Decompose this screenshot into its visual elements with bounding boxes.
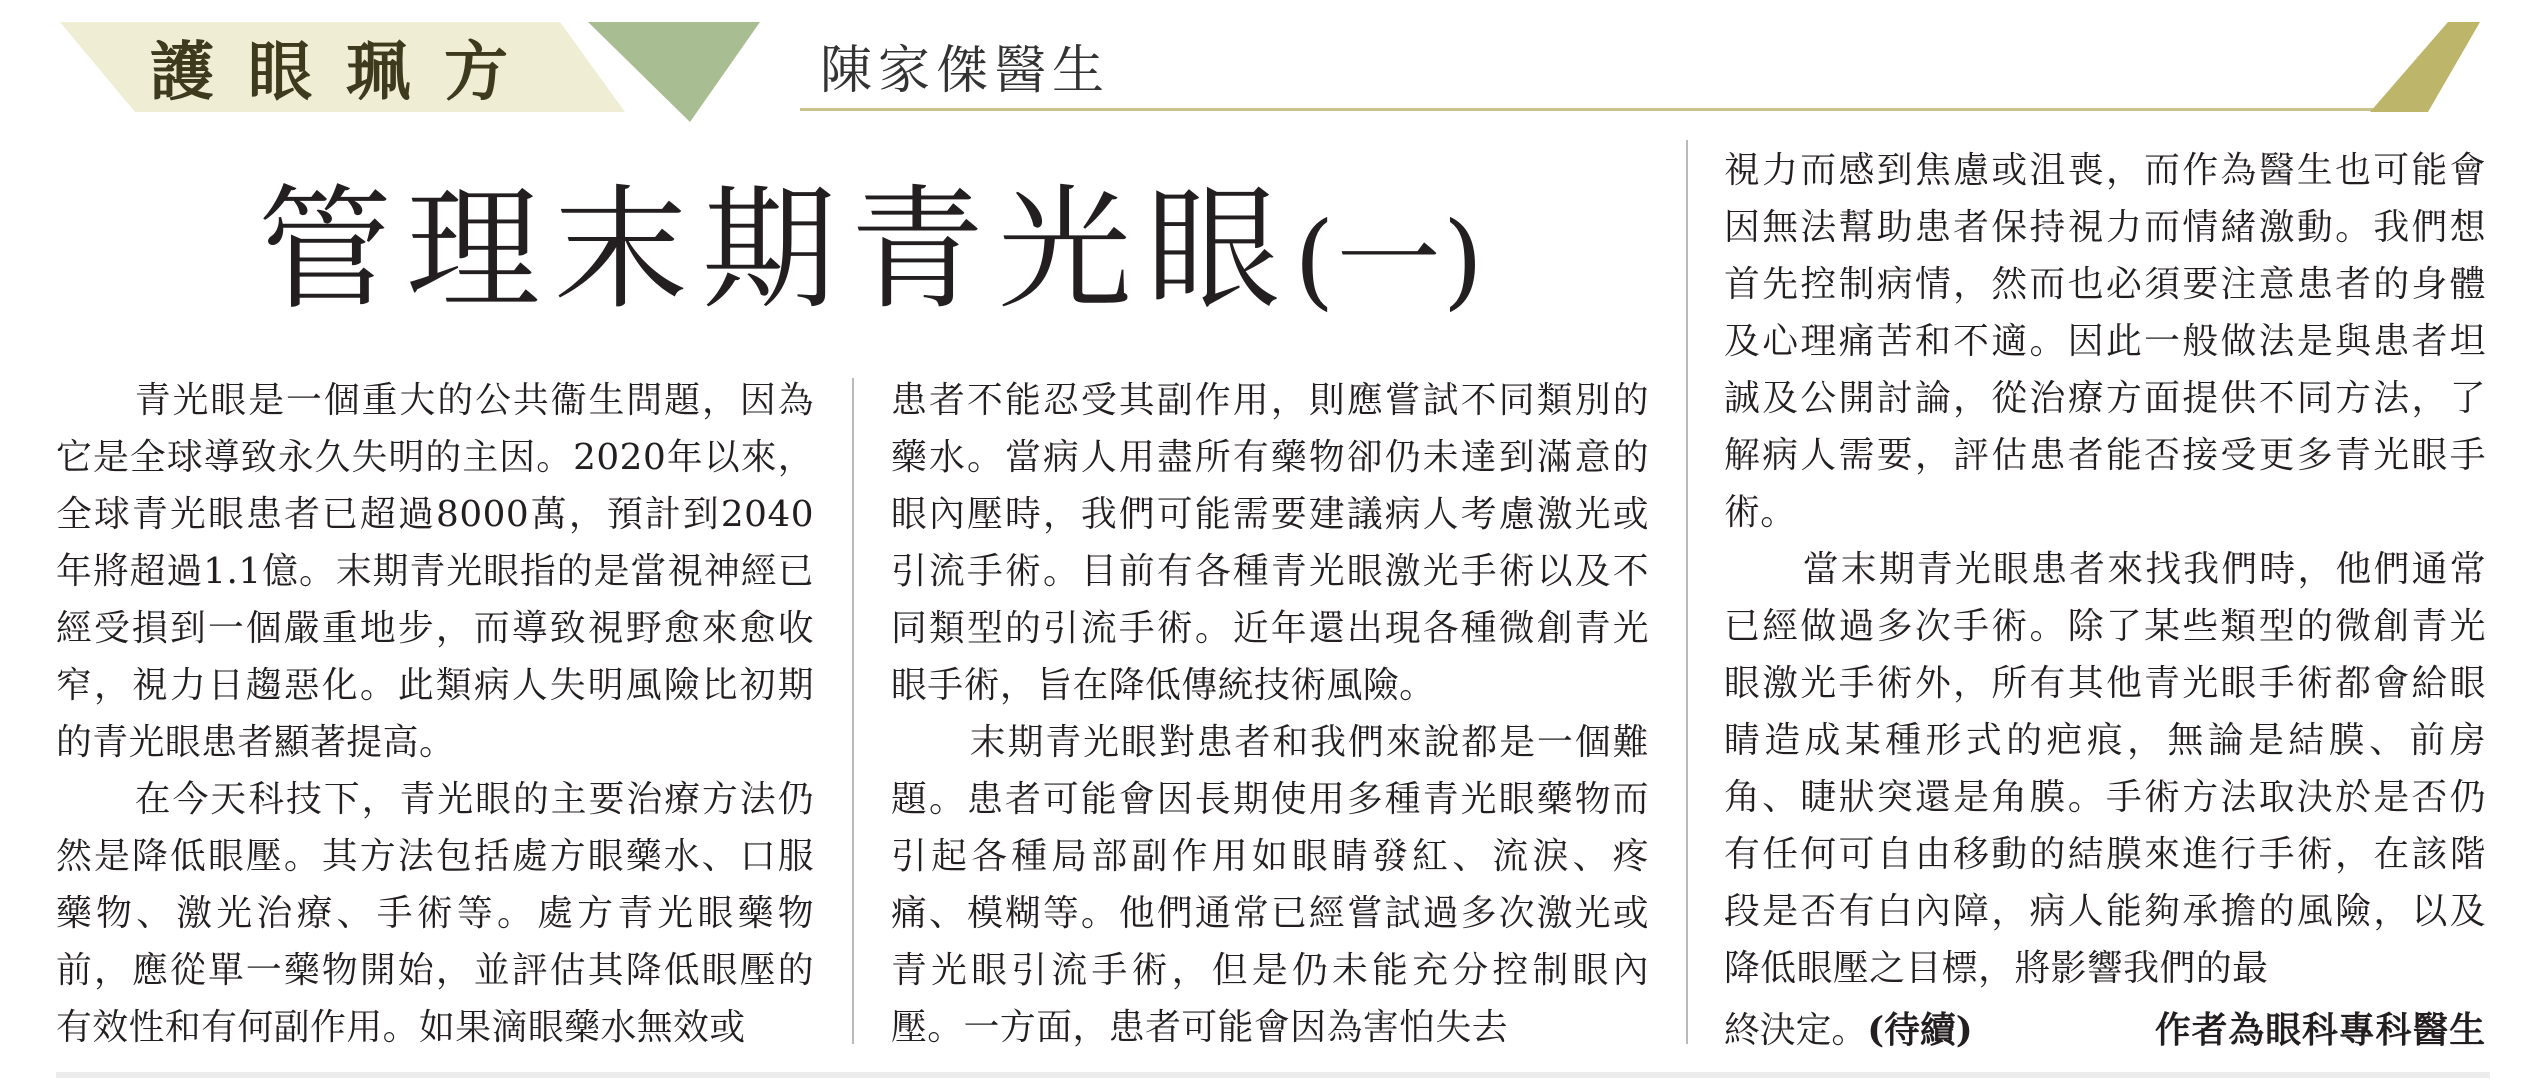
page-bottom-band	[56, 1072, 2490, 1078]
column-title: 護眼珮方	[150, 36, 542, 110]
paragraph: 視力而感到焦慮或沮喪，而作為醫生也可能會因無法幫助患者保持視力而情緒激動。我們想首先控制病情，然而也必須要注意患者的身體及心理痛苦和不適。因此一般做法是與患者坦誠及公開討論，從治療方面提供不同方法，了解病人需要，評估患者能否接受更多青光眼手術。	[1724, 150, 2486, 533]
header-corner-block	[2370, 22, 2480, 112]
article-column-2	[891, 372, 1649, 1052]
author-byline: 陳家傑醫生	[820, 41, 1111, 101]
article-column-1	[56, 372, 814, 1052]
paragraph: 末期青光眼對患者和我們來說都是一個難題。患者可能會因長期使用多種青光眼藥物而引起各種局部副作用如眼睛發紅、流淚、疼痛、模糊等。他們通常已經嘗試過多次激光或青光眼引流手術，但是仍未能充分控制眼內壓。一方面，患者可能會因為害怕失去	[891, 722, 1649, 1048]
article-column-3	[1724, 142, 2486, 1054]
closing-words: 終決定。	[1724, 1010, 1868, 1051]
closing-text	[1724, 1002, 1973, 1059]
to-be-continued: (待續)	[1867, 1009, 1973, 1051]
headline-part-number: (一)	[1294, 199, 1486, 321]
column-divider	[1686, 140, 1688, 1044]
author-note: 作者為眼科專科醫生	[2154, 1009, 2486, 1051]
paragraph: 患者不能忍受其副作用，則應嘗試不同類別的藥水。當病人用盡所有藥物卻仍未達到滿意的眼內壓時，我們可能需要建議病人考慮激光或引流手術。目前有各種青光眼激光手術以及不同類型的引流手術。近年還出現各種微創青光眼手術，旨在降低傳統技術風險。	[891, 380, 1649, 706]
paragraph: 當末期青光眼患者來找我們時，他們通常已經做過多次手術。除了某些類型的微創青光眼激光手術外，所有其他青光眼手術都會給眼睛造成某種形式的疤痕，無論是結膜、前房角、睫狀突還是角膜。手術方法取決於是否仍有任何可自由移動的結膜來進行手術，在該階段是否有白內障，病人能夠承擔的風險，以及降低眼壓之目標，將影響我們的最	[1724, 549, 2486, 989]
paragraph: 青光眼是一個重大的公共衞生問題，因為它是全球導致永久失明的主因。2020年以來，全球青光眼患者已超過8000萬，預計到2040年將超過1.1億。末期青光眼指的是當視神經已經受損到一個嚴重地步，而導致視野愈來愈收窄，視力日趨惡化。此類病人失明風險比初期的青光眼患者顯著提高。	[56, 380, 814, 763]
column-divider	[852, 378, 854, 1044]
article-closing-line	[1724, 1002, 2486, 1059]
header-rule	[800, 108, 2420, 111]
paragraph: 在今天科技下，青光眼的主要治療方法仍然是降低眼壓。其方法包括處方眼藥水、口服藥物、激光治療、手術等。處方青光眼藥物前，應從單一藥物開始，並評估其降低眼壓的有效性和有何副作用。如果滴眼藥水無效或	[56, 779, 814, 1048]
headline-text: 管理末期青光眼	[258, 172, 1295, 328]
article-headline	[258, 170, 1486, 330]
